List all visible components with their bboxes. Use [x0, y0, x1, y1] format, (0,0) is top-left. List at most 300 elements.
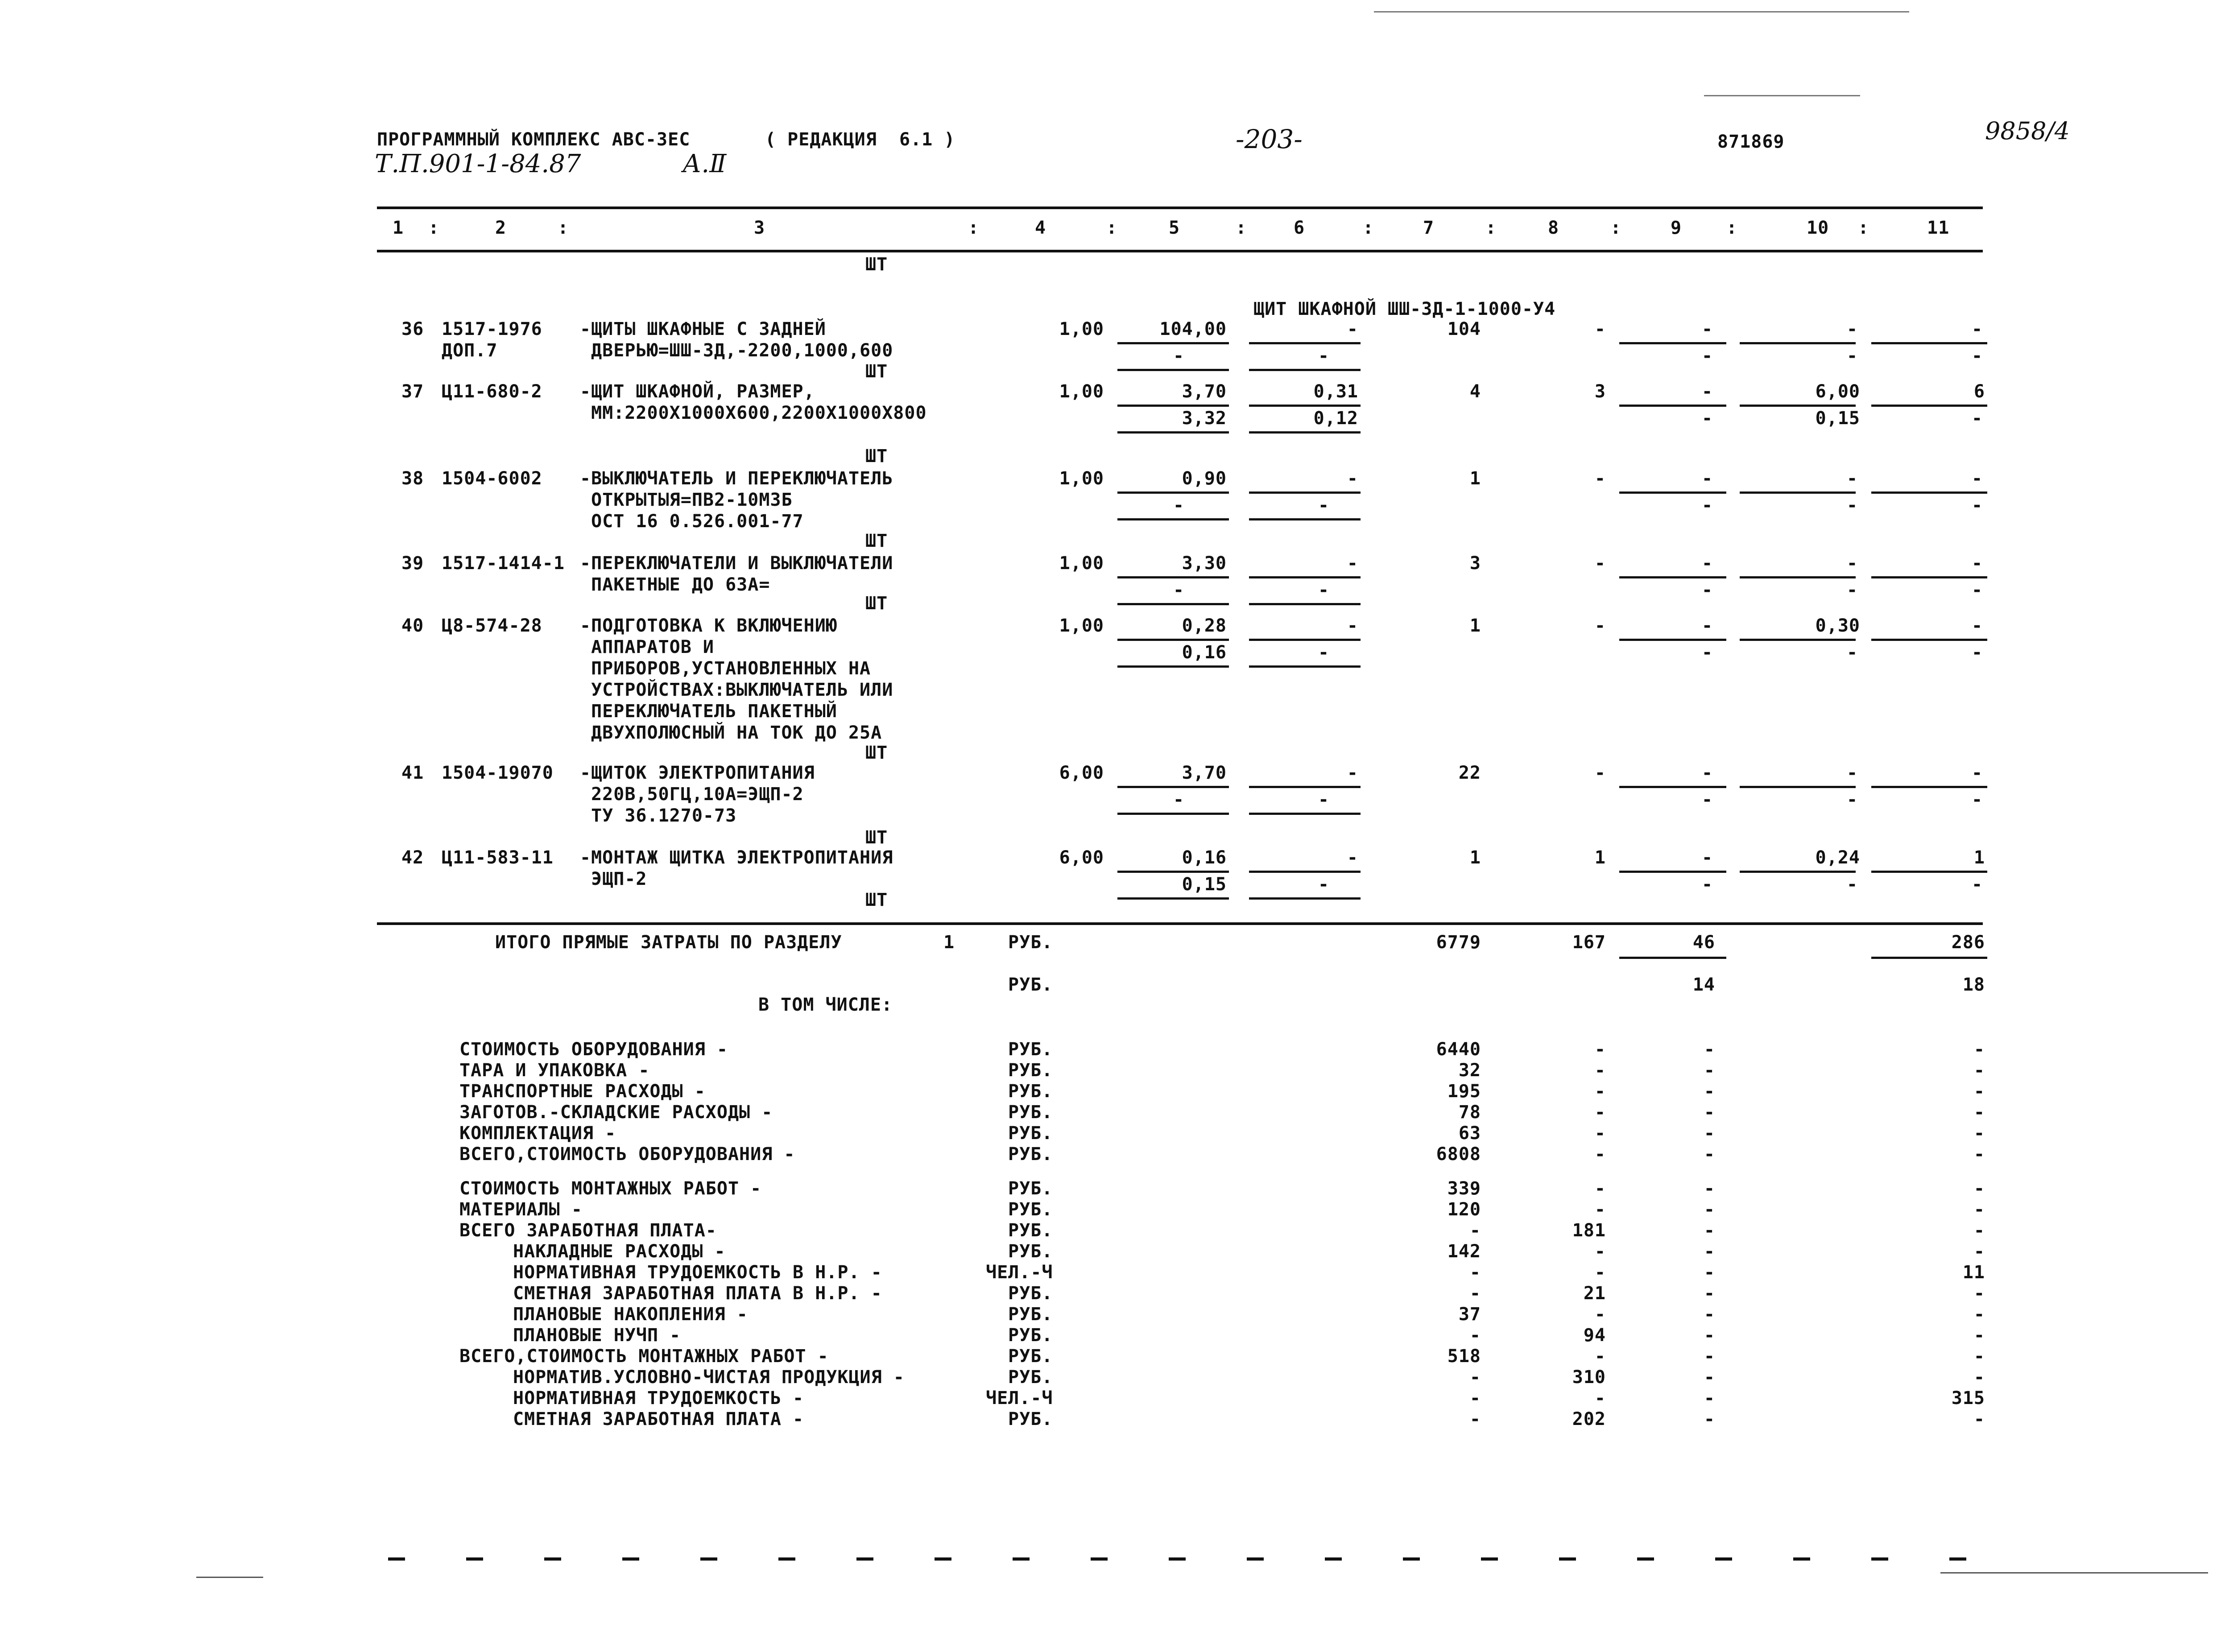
summary-labor: - — [1973, 1367, 1985, 1388]
summary-label: ПЛАНОВЫЕ НУЧП - — [513, 1325, 681, 1346]
summary-cost: - — [1469, 1409, 1481, 1429]
column-header-8: 8 — [1548, 218, 1559, 238]
row-number: 38 — [401, 468, 424, 489]
cell-unit-wage: - — [1347, 615, 1358, 636]
summary-cost: - — [1469, 1367, 1481, 1388]
row-description-line: ММ:2200Х1000Х600,2200Х1000Х800 — [580, 403, 927, 423]
dash-mark — [778, 1557, 795, 1561]
summary-cost: 6440 — [1436, 1039, 1481, 1060]
summary-wage: 21 — [1583, 1283, 1606, 1304]
cell-dash: - — [1972, 408, 1983, 429]
summary-machine: - — [1704, 1102, 1715, 1123]
cell-underline — [1249, 369, 1361, 371]
summary-label: КОМПЛЕКТАЦИЯ - — [459, 1123, 616, 1144]
dash-mark — [1091, 1557, 1108, 1561]
cell-underline — [1871, 342, 1987, 344]
cell-underline — [1117, 786, 1229, 788]
row-description-line: -ЩИТ ШКАФНОЙ, РАЗМЕР, — [580, 381, 815, 402]
cell-dash: - — [1173, 346, 1185, 366]
unit-sht: ШТ — [865, 890, 888, 910]
summary-labor: - — [1973, 1039, 1985, 1060]
cell-underline — [1740, 871, 1856, 873]
dash-mark — [388, 1557, 405, 1561]
summary-wage: - — [1594, 1144, 1606, 1165]
summary-labor: - — [1973, 1144, 1985, 1165]
unit-sht: ШТ — [865, 254, 888, 275]
summary-unit: РУБ. — [1008, 1081, 1053, 1102]
column-header-3: 3 — [754, 218, 765, 238]
summary-machine: - — [1704, 1409, 1715, 1429]
cell-quantity: 6,00 — [1059, 847, 1104, 868]
unit-sht: ШТ — [865, 361, 888, 382]
cell-dash: - — [1318, 346, 1330, 366]
cell-unit-wage: - — [1347, 553, 1358, 574]
column-header-11: 11 — [1927, 218, 1950, 238]
summary-machine: - — [1704, 1241, 1715, 1262]
summary-cost: 195 — [1447, 1081, 1481, 1102]
column-separator: : — [1106, 218, 1118, 238]
cell-underline — [1249, 491, 1361, 494]
dash-mark — [1793, 1557, 1810, 1561]
cell-underline — [1871, 405, 1987, 407]
dash-mark — [1403, 1557, 1420, 1561]
row-description-line: ОСТ 16 0.526.001-77 — [580, 511, 804, 532]
row-description-line: -МОНТАЖ ЩИТКА ЭЛЕКТРОПИТАНИЯ — [580, 847, 893, 868]
cell-underline — [1740, 405, 1856, 407]
dash-mark — [1325, 1557, 1342, 1561]
column-separator: : — [1726, 218, 1738, 238]
summary-wage: - — [1594, 1346, 1606, 1367]
row-description-line: -ПОДГОТОВКА К ВКЛЮЧЕНИЮ — [580, 615, 837, 636]
cell-underline — [1117, 897, 1229, 900]
cell-quantity: 1,00 — [1059, 468, 1104, 489]
summary-label: ВСЕГО,СТОИМОСТЬ ОБОРУДОВАНИЯ - — [459, 1144, 795, 1165]
summary-unit: РУБ. — [1008, 1144, 1053, 1165]
cell-dash: - — [1702, 319, 1713, 339]
row-description-line: ОТКРЫТЫЯ=ПВ2-10М3Б — [580, 490, 793, 510]
summary-wage: - — [1594, 1123, 1606, 1144]
summary-unit: РУБ. — [1008, 1039, 1053, 1060]
summary-labor: - — [1973, 1081, 1985, 1102]
row-description-line: АППАРАТОВ И — [580, 637, 714, 657]
cell-underline — [1249, 518, 1361, 520]
cell-dash: - — [1318, 874, 1330, 895]
cell-dash: - — [1318, 642, 1330, 663]
summary-labor: - — [1973, 1220, 1985, 1241]
scan-line — [196, 1577, 263, 1578]
row-description-line: ДВУХПОЛЮСНЫЙ НА ТОК ДО 25А — [580, 723, 882, 743]
summary-unit: ЧЕЛ.-Ч — [986, 1262, 1053, 1283]
cell-dash: - — [1847, 553, 1858, 574]
cell-labor-unit: 0,24 — [1815, 847, 1860, 868]
summary-unit: РУБ. — [1008, 1060, 1053, 1081]
row-number: 37 — [401, 381, 424, 402]
cell-unit-cost: 0,16 — [1182, 847, 1227, 868]
cell-dash: - — [1173, 495, 1185, 516]
cell-total-cost: 4 — [1469, 381, 1481, 402]
total-labor: 286 — [1951, 932, 1985, 953]
summary-cost: 120 — [1447, 1199, 1481, 1220]
row-description-line: ДВЕРЬЮ=ШШ-3Д,-2200,1000,600 — [580, 340, 893, 361]
total-unit-2: РУБ. — [1008, 975, 1053, 995]
cell-underline — [1740, 786, 1856, 788]
cell-total-cost: 1 — [1469, 847, 1481, 868]
cell-underline — [1871, 786, 1987, 788]
summary-cost: 142 — [1447, 1241, 1481, 1262]
cell-total-wage: - — [1594, 763, 1606, 783]
summary-machine: - — [1704, 1283, 1715, 1304]
total-rule — [377, 922, 1983, 925]
program-title: ПРОГРАММНЫЙ КОМПЛЕКС АВС-3ЕС — [377, 129, 691, 150]
cell-unit-cost: 3,70 — [1182, 381, 1227, 402]
summary-machine: - — [1704, 1060, 1715, 1081]
cell-dash: - — [1972, 468, 1983, 489]
cell-unit-wage: 0,31 — [1313, 381, 1358, 402]
summary-machine: - — [1704, 1220, 1715, 1241]
edition-label: ( РЕДАКЦИЯ 6.1 ) — [765, 129, 955, 150]
summary-unit: РУБ. — [1008, 1325, 1053, 1346]
summary-machine: - — [1704, 1367, 1715, 1388]
cell-dash: - — [1702, 408, 1713, 429]
row-code: 1517-1414-1 — [442, 553, 565, 574]
summary-label: СТОИМОСТЬ МОНТАЖНЫХ РАБОТ - — [459, 1178, 762, 1199]
summary-label: ВСЕГО,СТОИМОСТЬ МОНТАЖНЫХ РАБОТ - — [459, 1346, 829, 1367]
document-code: 871869 — [1717, 132, 1785, 152]
summary-cost: - — [1469, 1283, 1481, 1304]
row-description-line: ТУ 36.1270-73 — [580, 805, 737, 826]
summary-machine: - — [1704, 1081, 1715, 1102]
cell-total-cost: 104 — [1447, 319, 1481, 339]
cell-quantity: 1,00 — [1059, 381, 1104, 402]
column-header-10: 10 — [1807, 218, 1829, 238]
summary-machine: - — [1704, 1123, 1715, 1144]
scan-line — [1704, 95, 1860, 96]
summary-unit: РУБ. — [1008, 1367, 1053, 1388]
cell-labor-unit-2: 0,15 — [1815, 408, 1860, 429]
cell-underline — [1117, 491, 1229, 494]
cell-unit-wage: - — [1347, 319, 1358, 339]
summary-unit: ЧЕЛ.-Ч — [986, 1388, 1053, 1408]
unit-sht: ШТ — [865, 827, 888, 848]
scan-line — [1940, 1572, 2208, 1574]
table-top-rule — [377, 206, 1983, 209]
cell-total-wage: 1 — [1594, 847, 1606, 868]
total-section: 1 — [943, 932, 955, 953]
cell-unit-cost: 3,30 — [1182, 553, 1227, 574]
cell-underline — [1740, 639, 1856, 641]
cell-underline — [1117, 871, 1229, 873]
cell-dash: - — [1847, 789, 1858, 810]
cell-total-cost: 3 — [1469, 553, 1481, 574]
column-separator: : — [558, 218, 569, 238]
cell-dash: - — [1972, 580, 1983, 600]
cell-unit-cost: 0,90 — [1182, 468, 1227, 489]
cell-underline — [1249, 871, 1361, 873]
cell-underline — [1249, 603, 1361, 605]
summary-wage: 202 — [1572, 1409, 1606, 1429]
row-code: Ц11-583-11 — [442, 847, 554, 868]
cell-underline — [1619, 405, 1726, 407]
cell-dash: - — [1972, 763, 1983, 783]
cell-underline — [1871, 639, 1987, 641]
summary-labor: - — [1973, 1409, 1985, 1429]
column-header-6: 6 — [1294, 218, 1305, 238]
cell-dash: - — [1702, 789, 1713, 810]
cell-unit-cost: 3,70 — [1182, 763, 1227, 783]
summary-machine: - — [1704, 1178, 1715, 1199]
summary-unit: РУБ. — [1008, 1178, 1053, 1199]
summary-machine: - — [1704, 1388, 1715, 1408]
cell-dash: - — [1318, 495, 1330, 516]
cell-dash: - — [1173, 580, 1185, 600]
summary-wage: - — [1594, 1178, 1606, 1199]
cell-unit-wage: - — [1347, 763, 1358, 783]
summary-cost: - — [1469, 1262, 1481, 1283]
cell-labor-total: 1 — [1973, 847, 1985, 868]
cell-total-cost: 22 — [1458, 763, 1481, 783]
unit-sht: ШТ — [865, 743, 888, 763]
cell-dash: - — [1847, 642, 1858, 663]
unit-sht: ШТ — [865, 593, 888, 614]
dash-mark — [622, 1557, 639, 1561]
summary-label: НОРМАТИВНАЯ ТРУДОЕМКОСТЬ - — [513, 1388, 804, 1408]
cell-total-wage: - — [1594, 319, 1606, 339]
row-code-2: ДОП.7 — [442, 340, 498, 361]
total-unit: РУБ. — [1008, 932, 1053, 953]
cell-underline — [1249, 665, 1361, 668]
total-label: ИТОГО ПРЯМЫЕ ЗАТРАТЫ ПО РАЗДЕЛУ — [495, 932, 842, 953]
summary-labor: 315 — [1951, 1388, 1985, 1408]
cell-dash: - — [1847, 319, 1858, 339]
summary-label: МАТЕРИАЛЫ - — [459, 1199, 583, 1220]
summary-cost: - — [1469, 1388, 1481, 1408]
column-separator: : — [1236, 218, 1247, 238]
cell-dash: - — [1702, 553, 1713, 574]
cell-underline — [1249, 897, 1361, 900]
summary-labor: - — [1973, 1102, 1985, 1123]
column-header-2: 2 — [495, 218, 507, 238]
summary-cost: 63 — [1458, 1123, 1481, 1144]
summary-labor: - — [1973, 1283, 1985, 1304]
cell-underline — [1117, 369, 1229, 371]
cell-underline — [1740, 491, 1856, 494]
summary-labor: - — [1973, 1241, 1985, 1262]
summary-machine: - — [1704, 1304, 1715, 1325]
cell-dash: - — [1702, 874, 1713, 895]
row-number: 39 — [401, 553, 424, 574]
cell-dash: - — [1702, 346, 1713, 366]
cell-dash: - — [1972, 495, 1983, 516]
row-description-line: -ПЕРЕКЛЮЧАТЕЛИ И ВЫКЛЮЧАТЕЛИ — [580, 553, 893, 574]
total-machine: 46 — [1692, 932, 1715, 953]
cell-underline — [1249, 639, 1361, 641]
summary-cost: 32 — [1458, 1060, 1481, 1081]
dash-mark — [1559, 1557, 1576, 1561]
cell-quantity: 1,00 — [1059, 615, 1104, 636]
summary-wage: - — [1594, 1102, 1606, 1123]
dash-mark — [1247, 1557, 1264, 1561]
column-separator: : — [1610, 218, 1622, 238]
cell-dash: - — [1972, 642, 1983, 663]
summary-cost: 6808 — [1436, 1144, 1481, 1165]
summary-machine: - — [1704, 1199, 1715, 1220]
cell-underline — [1249, 576, 1361, 578]
cell-underline — [1117, 342, 1229, 344]
cell-underline — [1619, 786, 1726, 788]
cell-total-wage: - — [1594, 553, 1606, 574]
summary-machine: - — [1704, 1039, 1715, 1060]
cell-underline — [1871, 957, 1987, 959]
row-code: Ц8-574-28 — [442, 615, 542, 636]
cell-underline — [1619, 342, 1726, 344]
summary-label: НАКЛАДНЫЕ РАСХОДЫ - — [513, 1241, 726, 1262]
summary-unit: РУБ. — [1008, 1241, 1053, 1262]
total-wage: 167 — [1572, 932, 1606, 953]
summary-unit: РУБ. — [1008, 1123, 1053, 1144]
summary-wage: 181 — [1572, 1220, 1606, 1241]
cell-underline — [1117, 639, 1229, 641]
cell-quantity: 1,00 — [1059, 553, 1104, 574]
row-number: 41 — [401, 763, 424, 783]
summary-unit: РУБ. — [1008, 1304, 1053, 1325]
dash-mark — [935, 1557, 951, 1561]
dash-mark — [856, 1557, 873, 1561]
cell-underline — [1619, 871, 1726, 873]
summary-label: СМЕТНАЯ ЗАРАБОТНАЯ ПЛАТА В Н.Р. - — [513, 1283, 882, 1304]
cell-underline — [1619, 957, 1726, 959]
summary-labor: - — [1973, 1346, 1985, 1367]
cell-unit-wage-2: 0,12 — [1313, 408, 1358, 429]
cell-labor-total: 6 — [1973, 381, 1985, 402]
column-separator: : — [428, 218, 440, 238]
summary-cost: - — [1469, 1325, 1481, 1346]
row-description-line: -ВЫКЛЮЧАТЕЛЬ И ПЕРЕКЛЮЧАТЕЛЬ — [580, 468, 893, 489]
summary-wage: 94 — [1583, 1325, 1606, 1346]
summary-unit: РУБ. — [1008, 1102, 1053, 1123]
summary-unit: РУБ. — [1008, 1409, 1053, 1429]
header-bottom-rule — [377, 250, 1983, 252]
cell-dash: - — [1847, 468, 1858, 489]
dash-mark — [1013, 1557, 1030, 1561]
column-header-9: 9 — [1671, 218, 1682, 238]
summary-cost: 78 — [1458, 1102, 1481, 1123]
cell-unit-wage: - — [1347, 847, 1358, 868]
summary-labor: - — [1973, 1325, 1985, 1346]
cell-underline — [1619, 639, 1726, 641]
cell-dash: - — [1702, 642, 1713, 663]
row-code: 1504-19070 — [442, 763, 554, 783]
row-number: 36 — [401, 319, 424, 339]
cell-underline — [1249, 431, 1361, 434]
cell-underline — [1871, 871, 1987, 873]
cell-unit-cost-2: 3,32 — [1182, 408, 1227, 429]
summary-label: СМЕТНАЯ ЗАРАБОТНАЯ ПЛАТА - — [513, 1409, 804, 1429]
dash-mark — [1949, 1557, 1966, 1561]
summary-labor: - — [1973, 1199, 1985, 1220]
cell-dash: - — [1972, 789, 1983, 810]
cell-underline — [1249, 786, 1361, 788]
cell-underline — [1871, 576, 1987, 578]
cell-dash: - — [1702, 763, 1713, 783]
dash-mark — [466, 1557, 483, 1561]
cell-unit-cost-2: 0,16 — [1182, 642, 1227, 663]
summary-label: ТАРА И УПАКОВКА - — [459, 1060, 650, 1081]
unit-sht: ШТ — [865, 531, 888, 551]
cell-labor-unit: 0,30 — [1815, 615, 1860, 636]
row-code: Ц11-680-2 — [442, 381, 542, 402]
summary-unit: РУБ. — [1008, 1346, 1053, 1367]
row-description-line: ПАКЕТНЫЕ ДО 63А= — [580, 574, 770, 595]
summary-wage: - — [1594, 1388, 1606, 1408]
summary-wage: 310 — [1572, 1367, 1606, 1388]
cell-dash: - — [1972, 319, 1983, 339]
summary-wage: - — [1594, 1262, 1606, 1283]
total-cost: 6779 — [1436, 932, 1481, 953]
including-label: В ТОМ ЧИСЛЕ: — [758, 995, 893, 1015]
summary-machine: - — [1704, 1144, 1715, 1165]
unit-sht: ШТ — [865, 446, 888, 467]
summary-label: НОРМАТИВНАЯ ТРУДОЕМКОСТЬ В Н.Р. - — [513, 1262, 882, 1283]
cell-total-wage: - — [1594, 615, 1606, 636]
column-separator: : — [1485, 218, 1497, 238]
cell-underline — [1117, 603, 1229, 605]
dash-mark — [1715, 1557, 1732, 1561]
row-description-line: -ЩИТЫ ШКАФНЫЕ С ЗАДНЕЙ — [580, 319, 826, 339]
cell-dash: - — [1702, 615, 1713, 636]
summary-labor: - — [1973, 1060, 1985, 1081]
column-separator: : — [1858, 218, 1869, 238]
cell-underline — [1117, 431, 1229, 434]
summary-label: ЗАГОТОВ.-СКЛАДСКИЕ РАСХОДЫ - — [459, 1102, 773, 1123]
cell-dash: - — [1702, 468, 1713, 489]
cell-dash: - — [1847, 580, 1858, 600]
scan-line — [1374, 11, 1909, 12]
summary-labor: - — [1973, 1304, 1985, 1325]
cell-total-cost: 1 — [1469, 615, 1481, 636]
row-description-line: УСТРОЙСТВАХ:ВЫКЛЮЧАТЕЛЬ ИЛИ — [580, 680, 893, 700]
dash-mark — [1481, 1557, 1498, 1561]
summary-cost: 339 — [1447, 1178, 1481, 1199]
cell-unit-wage: - — [1347, 468, 1358, 489]
cell-underline — [1117, 665, 1229, 668]
dash-mark — [544, 1557, 561, 1561]
archive-stamp: 9858/4 — [1985, 117, 2070, 145]
row-code: 1517-1976 — [442, 319, 542, 339]
cell-dash: - — [1847, 763, 1858, 783]
row-description-line: -ЩИТОК ЭЛЕКТРОПИТАНИЯ — [580, 763, 815, 783]
cell-dash: - — [1972, 615, 1983, 636]
summary-labor: - — [1973, 1123, 1985, 1144]
column-header-4: 4 — [1035, 218, 1046, 238]
cell-dash: - — [1702, 495, 1713, 516]
cell-underline — [1740, 342, 1856, 344]
row-description-line: 220В,50ГЦ,10А=ЭЩП-2 — [580, 784, 804, 805]
summary-unit: РУБ. — [1008, 1220, 1053, 1241]
cell-dash: - — [1847, 346, 1858, 366]
dash-mark — [1637, 1557, 1654, 1561]
row-description-line: ПРИБОРОВ,УСТАНОВЛЕННЫХ НА — [580, 658, 871, 679]
cell-underline — [1740, 576, 1856, 578]
row-code: 1504-6002 — [442, 468, 542, 489]
cell-underline — [1249, 405, 1361, 407]
summary-cost: - — [1469, 1220, 1481, 1241]
summary-machine: - — [1704, 1262, 1715, 1283]
page-number: -203- — [1236, 124, 1303, 154]
summary-cost: 518 — [1447, 1346, 1481, 1367]
cell-dash: - — [1972, 346, 1983, 366]
cell-underline — [1249, 342, 1361, 344]
cell-dash: - — [1847, 495, 1858, 516]
